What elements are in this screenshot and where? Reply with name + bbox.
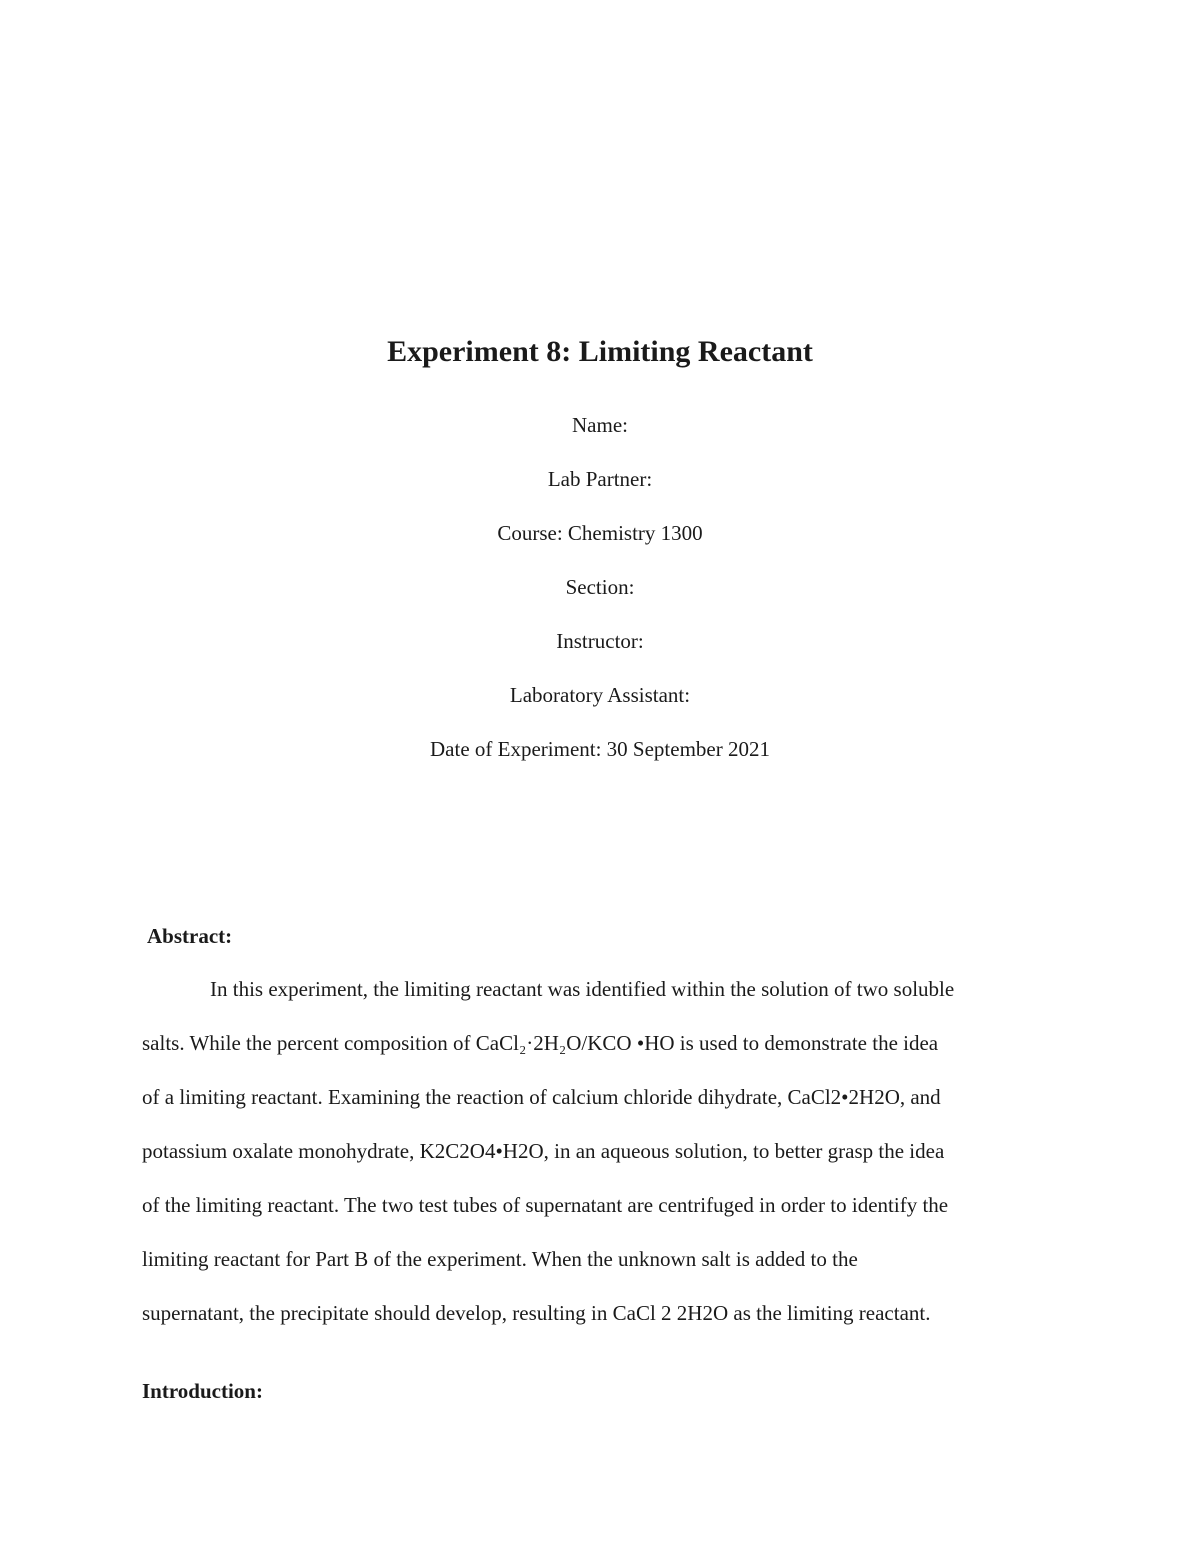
info-name: Name: — [572, 413, 628, 437]
info-course: Course: Chemistry 1300 — [497, 521, 703, 545]
abstract-line: of a limiting reactant. Examining the reaction of calcium chloride dihydrate, CaCl2•2H2O, and — [142, 1085, 941, 1109]
info-lab-assistant: Laboratory Assistant: — [509, 683, 691, 707]
abstract-line: supernatant, the precipitate should develop, resulting in CaCl 2 2H2O as the limiting reactant. — [142, 1301, 931, 1325]
info-lab-partner: Lab Partner: — [547, 467, 653, 491]
document-title: Experiment 8: Limiting Reactant — [387, 335, 813, 368]
abstract-line: In this experiment, the limiting reactant was identified within the solution of two soluble — [210, 977, 955, 1001]
info-date: Date of Experiment: 30 September 2021 — [430, 737, 770, 761]
abstract-line: potassium oxalate monohydrate, K2C2O4•H2O, in an aqueous solution, to better grasp the idea — [142, 1139, 945, 1163]
info-instructor: Instructor: — [556, 629, 644, 653]
introduction-heading: Introduction: — [142, 1379, 263, 1403]
abstract-line: of the limiting reactant. The two test tubes of supernatant are centrifuged in order to identify the — [142, 1193, 949, 1217]
abstract-line: salts. While the percent composition of CaCl₂·2H₂O/KCO •HO is used to demonstrate the idea — [142, 1031, 939, 1055]
abstract-paragraph — [142, 962, 1062, 1340]
info-section: Section: — [565, 575, 635, 599]
title-page-info — [0, 398, 1200, 776]
abstract-heading: Abstract: — [147, 924, 233, 948]
abstract-line: limiting reactant for Part B of the experiment. When the unknown salt is added to the — [142, 1247, 858, 1271]
